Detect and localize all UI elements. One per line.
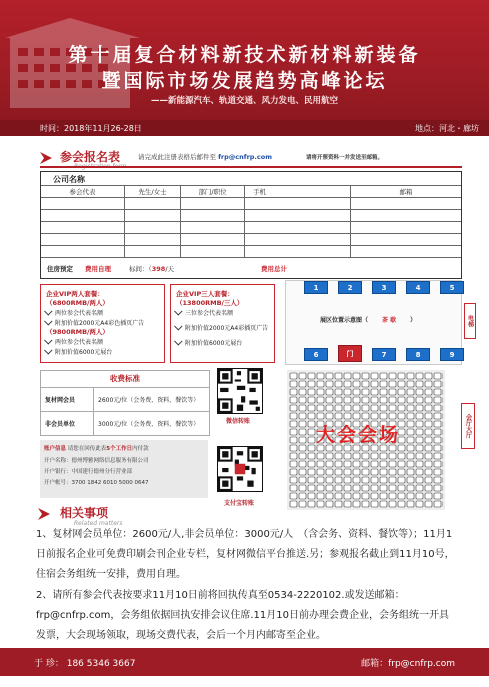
booth-8[interactable]: 8 bbox=[406, 348, 430, 361]
booth-1[interactable]: 1 bbox=[304, 281, 328, 294]
list-item: 附加价值6000元展台 bbox=[46, 346, 159, 356]
registration-table bbox=[40, 171, 462, 279]
table-row[interactable] bbox=[41, 210, 461, 222]
company-row bbox=[41, 172, 461, 186]
table-row[interactable] bbox=[41, 234, 461, 246]
hall-label: 大会会场 bbox=[316, 424, 401, 446]
vip3-price: （13800RMB/三人） bbox=[176, 299, 244, 307]
list-item: 两位参会代表名额 bbox=[46, 307, 159, 317]
list-item: 附加价值2000元A4彩插页广告 bbox=[176, 317, 269, 337]
hotel-row bbox=[41, 258, 461, 278]
booth-6[interactable]: 6 bbox=[304, 348, 328, 361]
matters-paragraph-2: 2、请所有参会代表按要求11月10日前将回执传真至0534-2220102.或发送邮箱：frp@cnfrp.com，会务组依据回执安排会议住席.11月10日前办理会费企业，会务组统一开具发票，大会现场领取，现场交费代表，会后一个月内邮寄至企业。 bbox=[36, 590, 449, 641]
section-divider bbox=[40, 166, 462, 168]
hotel-fee-label: 费用自理 bbox=[85, 265, 111, 273]
fee-table bbox=[40, 370, 210, 436]
event-location: 地点：河北・廊坊 bbox=[415, 123, 479, 133]
check-icon bbox=[174, 337, 182, 345]
check-icon bbox=[44, 346, 52, 354]
matters-title: 相关事项 bbox=[60, 506, 109, 520]
col-header: 参会代表 bbox=[41, 186, 125, 197]
table-header-row bbox=[41, 186, 461, 198]
vip-three-box bbox=[170, 284, 275, 363]
total-label: 费用总计 bbox=[261, 265, 287, 273]
fee-title: 收费标准 bbox=[110, 374, 140, 383]
check-icon bbox=[174, 307, 182, 315]
vip2-price: （6800RMB/两人） bbox=[46, 299, 109, 307]
event-title-line2: 暨国际市场发展趋势高峰论坛 bbox=[101, 70, 388, 92]
wechat-qr-icon bbox=[217, 368, 263, 414]
booth-3[interactable]: 3 bbox=[372, 281, 396, 294]
list-item: 附加价值6000元展台 bbox=[176, 337, 269, 347]
booth-2[interactable]: 2 bbox=[338, 281, 362, 294]
col-header: 先生/女士 bbox=[125, 186, 181, 197]
bank-info: 账户信息 请您在回传此表5个工作日内付款 开户名称：德州博雅网络信息服务有限公司 开户银行：中国建行德州分行营业部 开户帐号：3700 1842 6010 5000 0647 bbox=[40, 440, 208, 498]
col-header: 手机 bbox=[245, 186, 351, 197]
registration-email-link[interactable]: frp@cnfrp.com bbox=[218, 153, 272, 161]
footer-bar bbox=[0, 648, 489, 676]
check-icon bbox=[44, 317, 52, 325]
booth-5[interactable]: 5 bbox=[440, 281, 464, 294]
registration-note: 请完成此注册表格后邮件至 frp@cnfrp.com bbox=[138, 153, 272, 161]
check-icon bbox=[44, 307, 52, 315]
registration-title: 参会报名表 bbox=[60, 150, 121, 164]
section-arrow-icon bbox=[36, 506, 52, 522]
time-location-bar bbox=[0, 120, 489, 136]
hotel-label: 住房预定 bbox=[47, 265, 73, 273]
header-banner bbox=[0, 0, 489, 124]
contact-email[interactable]: 邮箱：frp@cnfrp.com bbox=[361, 658, 455, 669]
col-header: 邮箱 bbox=[399, 188, 413, 196]
vip3-title: 企业VIP三人套餐： bbox=[176, 290, 234, 298]
vip-two-box bbox=[40, 284, 165, 363]
booth-4[interactable]: 4 bbox=[406, 281, 430, 294]
alipay-qr-icon bbox=[217, 446, 263, 492]
area-label: 展区位置示意图（ 茶 歇 ） bbox=[320, 317, 417, 324]
booth-7[interactable]: 7 bbox=[372, 348, 396, 361]
booth-9[interactable]: 9 bbox=[440, 348, 464, 361]
fee-row: 非会员单位 3000元/位（会务费、资料、餐饮等） bbox=[41, 411, 209, 435]
elevator-label: 电梯 bbox=[464, 303, 476, 339]
table-row[interactable] bbox=[41, 198, 461, 210]
standard-room: 标间：（398/天 bbox=[129, 265, 175, 273]
door-marker: 门 bbox=[338, 345, 362, 362]
vip2-price2: （9800RMB/两人） bbox=[46, 328, 109, 336]
col-header: 部门/职位 bbox=[181, 186, 245, 197]
invoice-note: 请将开票资料一并发送至邮箱。 bbox=[306, 155, 384, 161]
check-icon bbox=[174, 322, 182, 330]
section-arrow-icon bbox=[38, 150, 54, 166]
event-title-line1: 第十届复合材料新技术新材料新装备 bbox=[68, 44, 421, 66]
alipay-label: 支付宝转账 bbox=[224, 500, 255, 507]
matters-paragraph-1: 1、复材网会员单位：2600元/人,非会员单位：3000元/人 （含会务、资料、餐饮等）；11月1日前报名企业可免费印刷会刊企业专栏，复材网微信平台推送.另；参观报名截止到11月10号，住宿会务组统一安排，费用自理。 bbox=[36, 529, 455, 580]
list-item: 三位参会代表名额 bbox=[176, 307, 269, 317]
wechat-label: 微信转账 bbox=[226, 418, 251, 425]
contact-phone[interactable]: 于 珍： 186 5346 3667 bbox=[34, 658, 136, 669]
event-time: 时间：2018年11月26-28日 bbox=[40, 123, 142, 133]
check-icon bbox=[44, 336, 52, 344]
vip2-title: 企业VIP两人套餐： bbox=[46, 290, 104, 298]
lobby-label: 会厅大厅 bbox=[461, 403, 475, 449]
list-item: 附加价值2000元A4彩色插页广告 bbox=[46, 317, 159, 327]
table-row[interactable] bbox=[41, 246, 461, 258]
table-row[interactable] bbox=[41, 222, 461, 234]
company-label: 公司名称 bbox=[53, 175, 85, 184]
fee-row: 复材网会员 2600元/位（会务费、资料、餐饮等） bbox=[41, 387, 209, 411]
list-item: 两位参会代表名额 bbox=[46, 336, 159, 346]
event-subtitle: ——新能源汽车、轨道交通、风力发电、民用航空 bbox=[150, 96, 338, 106]
matters-title-en: Related matters bbox=[74, 520, 123, 527]
